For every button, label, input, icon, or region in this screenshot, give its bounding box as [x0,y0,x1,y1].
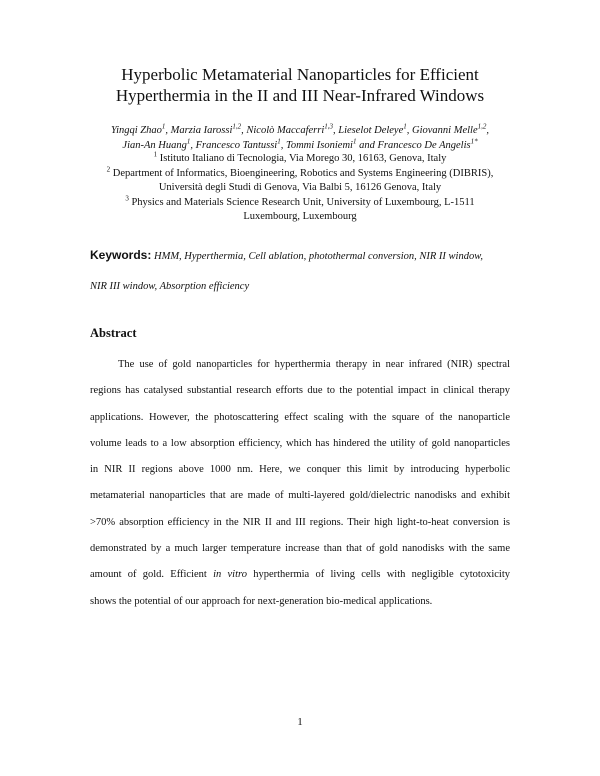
author-name: Francesco Tantussi [195,139,278,151]
title-line-2: Hyperthermia in the II and III Near-Infrared Windows [115,86,485,105]
author-name: Giovanni Melle [412,125,478,136]
keywords-label: Keywords: [90,248,152,262]
author-affiliation-mark: 1,3 [324,122,333,131]
authors-line-1 [60,124,540,139]
author-affiliation-mark: 1,2 [232,122,242,131]
author-affiliation-mark: 1 [186,137,191,145]
affiliation-text: Department of Informatics, Bioengineering, Robotics and Systems Engineering (DIBRIS), [112,167,494,179]
abstract-text: hyperthermia of living cells with negligible cytotoxicity [246,569,511,581]
abstract-emphasis: in vitro [213,569,247,581]
author-affiliation-mark: 1,2 [477,122,487,131]
page-number: 1 [297,716,303,728]
paper-title [60,64,540,106]
author-name: Francesco De Angelis [377,139,471,151]
affiliation-mark: 3 [125,194,129,202]
keywords-list: HMM, Hyperthermia, Cell ablation, photothermal conversion, NIR II window, [153,251,484,262]
affiliation-3 [60,196,540,211]
author-separator: , [190,139,196,151]
affiliation-1 [60,152,540,167]
author-affiliation-mark: 1 [352,137,357,145]
author-name: Yingqi Zhao [111,125,162,136]
abstract-line: >70% absorption efficiency in the NIR II and III regions. Their high light-to-heat conversion is [90,516,510,528]
affiliations [60,152,540,225]
keywords-line-2: NIR III window, Absorption efficiency [90,281,250,292]
abstract-text: amount of gold. Efficient [90,569,214,581]
author-affiliation-mark: 1 [161,122,166,131]
author-separator: , [332,125,339,136]
abstract-heading: Abstract [90,326,137,340]
abstract-line: in NIR II regions above 1000 nm. Here, we conquer this limit by introducing hyperbolic [90,464,510,476]
affiliation-text: Istituto Italiano di Tecnologia, Via Morego 30, 16163, Genova, Italy [159,153,447,164]
keywords [90,240,515,302]
abstract-body [90,352,510,615]
affiliation-text: Physics and Materials Science Research Unit, University of Luxembourg, L-1511 [131,196,475,208]
author-name: Jian-An Huang [122,139,187,151]
author-name: Tommi Isoniemi [285,139,353,151]
author-separator: , [165,125,171,136]
author-separator: , [280,139,286,151]
affiliation-2 [60,167,540,182]
author-list [60,124,540,153]
abstract-line: The use of gold nanoparticles for hyperthermia therapy in near infrared (NIR) spectral [118,359,510,370]
title-line-1: Hyperbolic Metamaterial Nanoparticles for Efficient [121,65,479,84]
abstract-line: metamaterial nanoparticles that are made of multi-layered gold/dielectric nanodisks and exhibit [90,490,510,502]
affiliation-mark: 1 [153,150,158,159]
abstract-line: applications. However, the photoscattering effect scaling with the square of the nanoparticle [90,411,510,423]
author-name: Marzia Iarossi [170,125,233,136]
author-separator: , [406,125,412,136]
author-affiliation-mark: 1* [470,137,478,145]
author-name: Lieselot Deleye [338,125,404,136]
affiliation-mark: 2 [106,165,111,173]
abstract-line [90,562,510,588]
author-name: Nicolò Maccaferri [246,125,325,136]
abstract-line: volume leads to a low absorption efficiency, which has hindered the utility of gold nanoparticles [90,437,510,449]
authors-line-2 [60,139,540,154]
abstract-line: shows the potential of our approach for next-generation bio-medical applications. [90,595,433,607]
author-affiliation-mark: 1 [277,137,281,145]
author-affiliation-mark: 1 [403,122,407,131]
affiliation-3-cont: Luxembourg, Luxembourg [243,211,357,222]
abstract-line: demonstrated by a much larger temperature increase than that of gold nanodisks with the same [90,543,510,555]
abstract-line: regions has catalysed substantial research efforts due to the potential impact in clinical therapy [90,385,510,397]
affiliation-2-cont: Università degli Studi di Genova, Via Balbi 5, 16126 Genova, Italy [158,182,442,193]
keywords-line-1 [90,240,515,272]
author-separator: , [486,125,489,136]
author-conjunction: and [356,139,378,151]
author-separator: , [241,125,247,136]
